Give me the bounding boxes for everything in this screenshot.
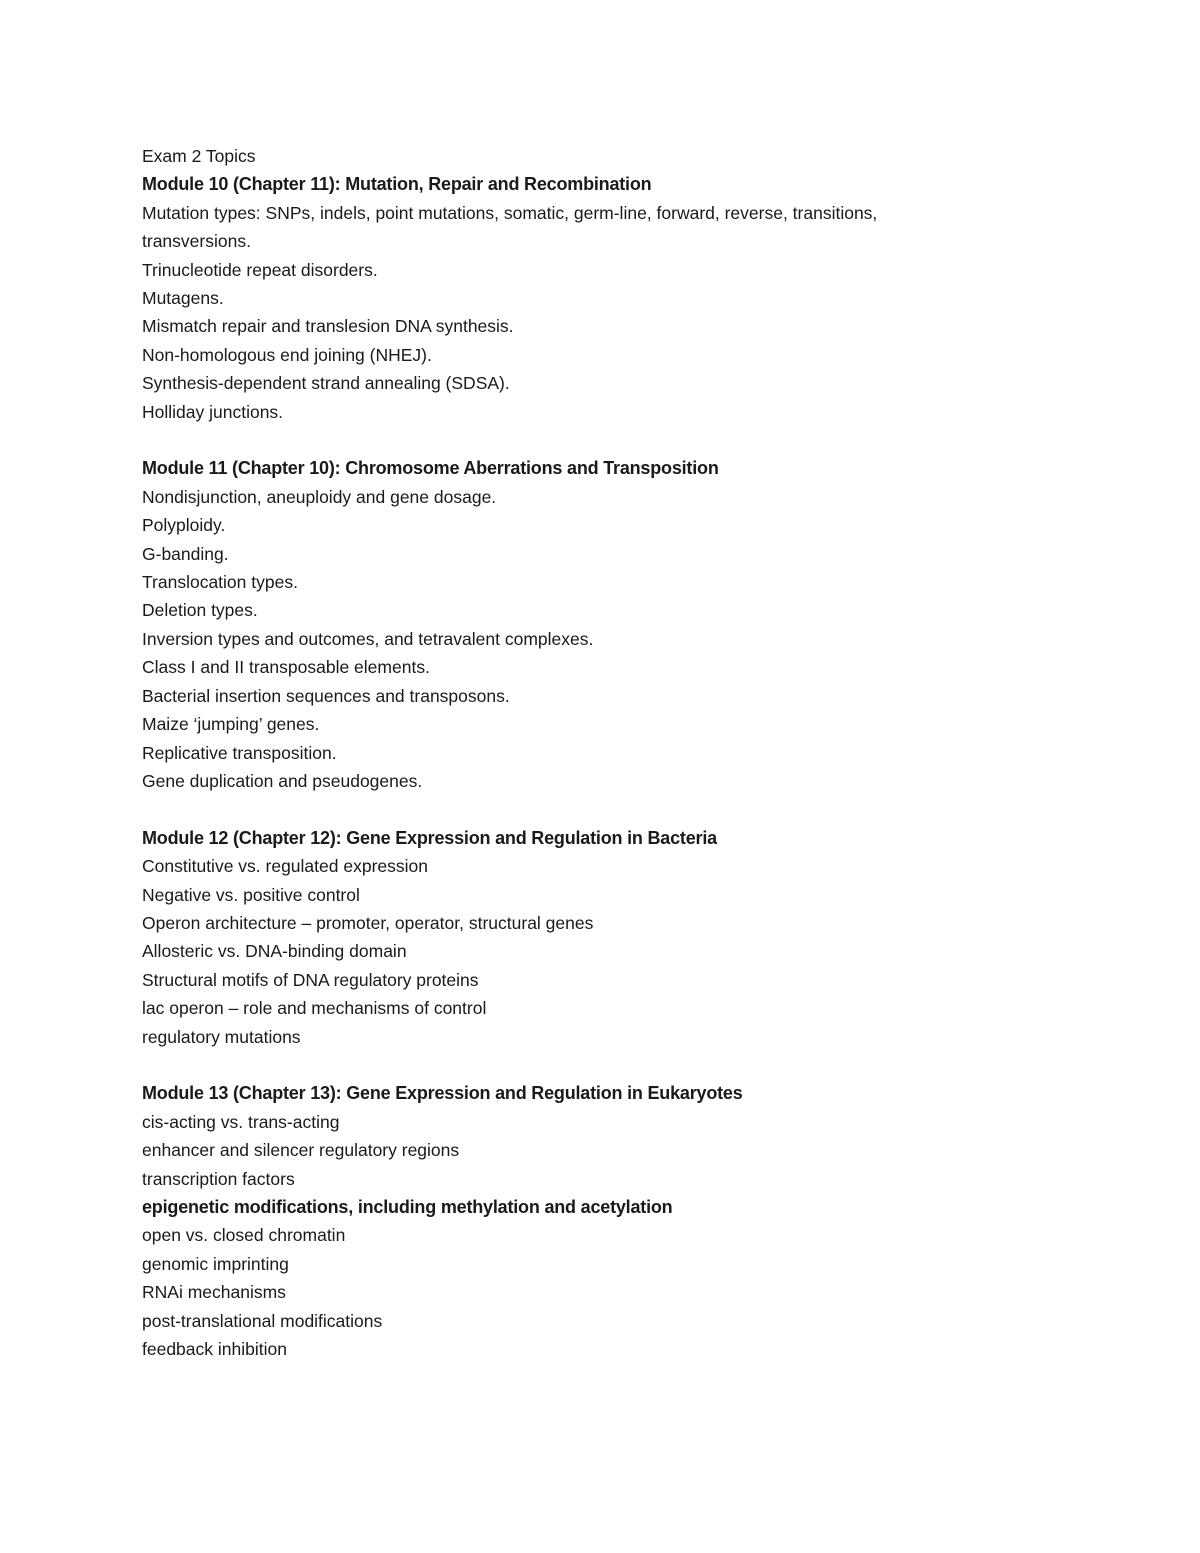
document-page (142, 142, 1042, 1363)
module-section (142, 1079, 1042, 1363)
topic-item: lac operon – role and mechanisms of control (142, 998, 487, 1019)
topic-item: Inversion types and outcomes, and tetravalent complexes. (142, 628, 594, 649)
topic-item: Structural motifs of DNA regulatory proteins (142, 969, 479, 990)
topic-item: Constitutive vs. regulated expression (142, 856, 428, 877)
topic-item: RNAi mechanisms (142, 1282, 286, 1303)
topic-item: Mismatch repair and translesion DNA synthesis. (142, 316, 514, 337)
module-section (142, 170, 1042, 426)
topic-item: transversions. (142, 231, 251, 252)
topic-list (142, 483, 1042, 795)
topic-item: Synthesis-dependent strand annealing (SDSA). (142, 373, 510, 394)
topic-item: Trinucleotide repeat disorders. (142, 259, 378, 280)
topic-item: Nondisjunction, aneuploidy and gene dosage. (142, 486, 497, 507)
document-title: Exam 2 Topics (142, 146, 256, 166)
topic-item: Translocation types. (142, 572, 298, 593)
topic-item: Operon architecture – promoter, operator, structural genes (142, 912, 594, 933)
topic-item: enhancer and silencer regulatory regions (142, 1140, 460, 1161)
section-heading: Module 11 (Chapter 10): Chromosome Aberrations and Transposition (142, 458, 719, 479)
topic-item: Mutation types: SNPs, indels, point mutations, somatic, germ-line, forward, reverse, transitions, (142, 202, 878, 223)
topic-item: genomic imprinting (142, 1253, 289, 1274)
topic-list (142, 1108, 1042, 1364)
section-heading: Module 13 (Chapter 13): Gene Expression and Regulation in Eukaryotes (142, 1083, 743, 1104)
topic-item: G-banding. (142, 543, 229, 564)
topic-item-emphasized: epigenetic modifications, including methylation and acetylation (142, 1196, 673, 1217)
topic-list (142, 852, 1042, 1051)
topic-item: Allosteric vs. DNA-binding domain (142, 941, 407, 962)
topic-item: Maize ‘jumping’ genes. (142, 714, 320, 735)
topic-item: feedback inhibition (142, 1339, 287, 1360)
topic-item: Non-homologous end joining (NHEJ). (142, 344, 432, 365)
topic-item: transcription factors (142, 1168, 295, 1189)
topic-item: Replicative transposition. (142, 742, 337, 763)
topic-item: Bacterial insertion sequences and transposons. (142, 685, 510, 706)
topic-item: Mutagens. (142, 288, 224, 309)
topic-item: Deletion types. (142, 600, 258, 621)
module-section (142, 454, 1042, 795)
topic-item: open vs. closed chromatin (142, 1225, 346, 1246)
topic-item: Negative vs. positive control (142, 884, 360, 905)
topic-item: regulatory mutations (142, 1026, 301, 1047)
topic-item: Gene duplication and pseudogenes. (142, 770, 423, 791)
topic-list (142, 199, 1042, 426)
topic-item: Class I and II transposable elements. (142, 657, 430, 678)
topic-item: Holliday junctions. (142, 401, 284, 422)
topic-item: cis-acting vs. trans-acting (142, 1111, 340, 1132)
topic-item: post-translational modifications (142, 1310, 383, 1331)
section-heading: Module 10 (Chapter 11): Mutation, Repair and Recombination (142, 174, 652, 195)
module-section (142, 824, 1042, 1051)
section-heading: Module 12 (Chapter 12): Gene Expression and Regulation in Bacteria (142, 827, 717, 848)
topic-item: Polyploidy. (142, 515, 226, 536)
